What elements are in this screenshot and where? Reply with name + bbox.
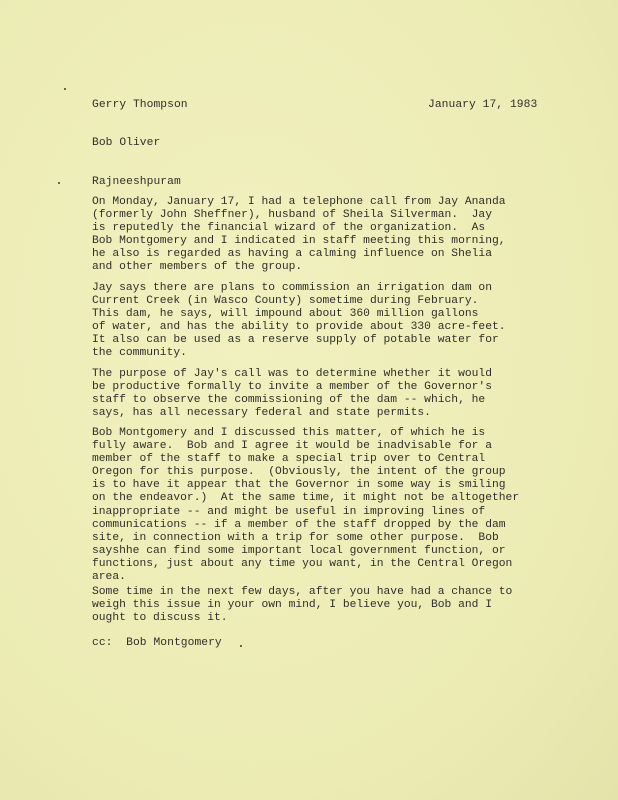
paragraph-line: area. <box>92 571 126 584</box>
memo-subject: Rajneeshpuram <box>92 176 181 188</box>
paragraph-line: and other members of the group. <box>92 261 303 274</box>
paragraph-line: member of the staff to make a special trip over to Central <box>92 453 486 466</box>
paragraph-line: inappropriate -- and might be useful in improving lines of <box>92 505 486 518</box>
paragraph-line: Jay says there are plans to commission an irrigation dam on <box>92 282 492 294</box>
paragraph-line: Current Creek (in Wasco County) sometime during February. <box>92 295 479 308</box>
paragraph-line: Bob Montgomery and I discussed this matter, of which he is <box>92 427 486 439</box>
paragraph-line: Oregon for this purpose. (Obviously, the intent of the group <box>92 466 506 479</box>
paragraph-4 <box>92 427 562 584</box>
paragraph-line: he also is regarded as having a calming influence on Shelia <box>92 248 492 261</box>
paragraph-line: This dam, he says, will impound about 360 million gallons <box>92 308 479 321</box>
paragraph-line: on the endeavor.) At the same time, it might not be altogether <box>92 492 520 505</box>
paragraph-line: fully aware. Bob and I agree it would be inadvisable for a <box>92 440 492 453</box>
paragraph-line: It also can be used as a reserve supply of potable water for <box>92 334 499 347</box>
paragraph-1 <box>92 196 562 275</box>
paragraph-line: be productive formally to invite a member of the Governor's <box>92 381 492 394</box>
paragraph-line: The purpose of Jay's call was to determine whether it would <box>92 368 492 380</box>
paragraph-3 <box>92 368 562 420</box>
memo-to: Bob Oliver <box>92 137 161 149</box>
paragraph-line: communications -- if a member of the staff dropped by the dam <box>92 518 506 531</box>
paragraph-line: the community. <box>92 347 187 360</box>
paragraph-line: site, in connection with a trip for some other purpose. Bob <box>92 531 499 544</box>
memo-cc: cc: Bob Montgomery <box>92 637 222 649</box>
paragraph-line: is reputedly the financial wizard of the organization. As <box>92 222 486 235</box>
paragraph-5 <box>92 586 562 625</box>
paragraph-line: says, has all necessary federal and state permits. <box>92 407 431 420</box>
paragraph-line: weigh this issue in your own mind, I believe you, Bob and I <box>92 599 492 612</box>
paragraph-line: is to have it appear that the Governor in some way is smiling <box>92 479 506 492</box>
paragraph-line: of water, and has the ability to provide about 330 acre-feet. <box>92 321 506 334</box>
paragraph-line: (formerly John Sheffner), husband of Sheila Silverman. Jay <box>92 209 492 222</box>
paragraph-line: Some time in the next few days, after you have had a chance to <box>92 586 513 598</box>
paragraph-line: sayshhe can find some important local government function, or <box>92 544 506 557</box>
paragraph-line: Bob Montgomery and I indicated in staff meeting this morning, <box>92 235 506 248</box>
memo-from: Gerry Thompson <box>92 99 188 111</box>
paragraph-line: On Monday, January 17, I had a telephone call from Jay Ananda <box>92 196 506 208</box>
paragraph-2 <box>92 282 562 361</box>
margin-mark <box>240 645 242 647</box>
paragraph-line: staff to observe the commissioning of the dam -- which, he <box>92 394 486 407</box>
margin-mark <box>64 88 66 90</box>
margin-mark <box>58 182 60 184</box>
paragraph-line: functions, just about any time you want, in the Central Oregon <box>92 557 513 570</box>
memo-date: January 17, 1983 <box>428 99 538 111</box>
paragraph-line: ought to discuss it. <box>92 612 228 625</box>
